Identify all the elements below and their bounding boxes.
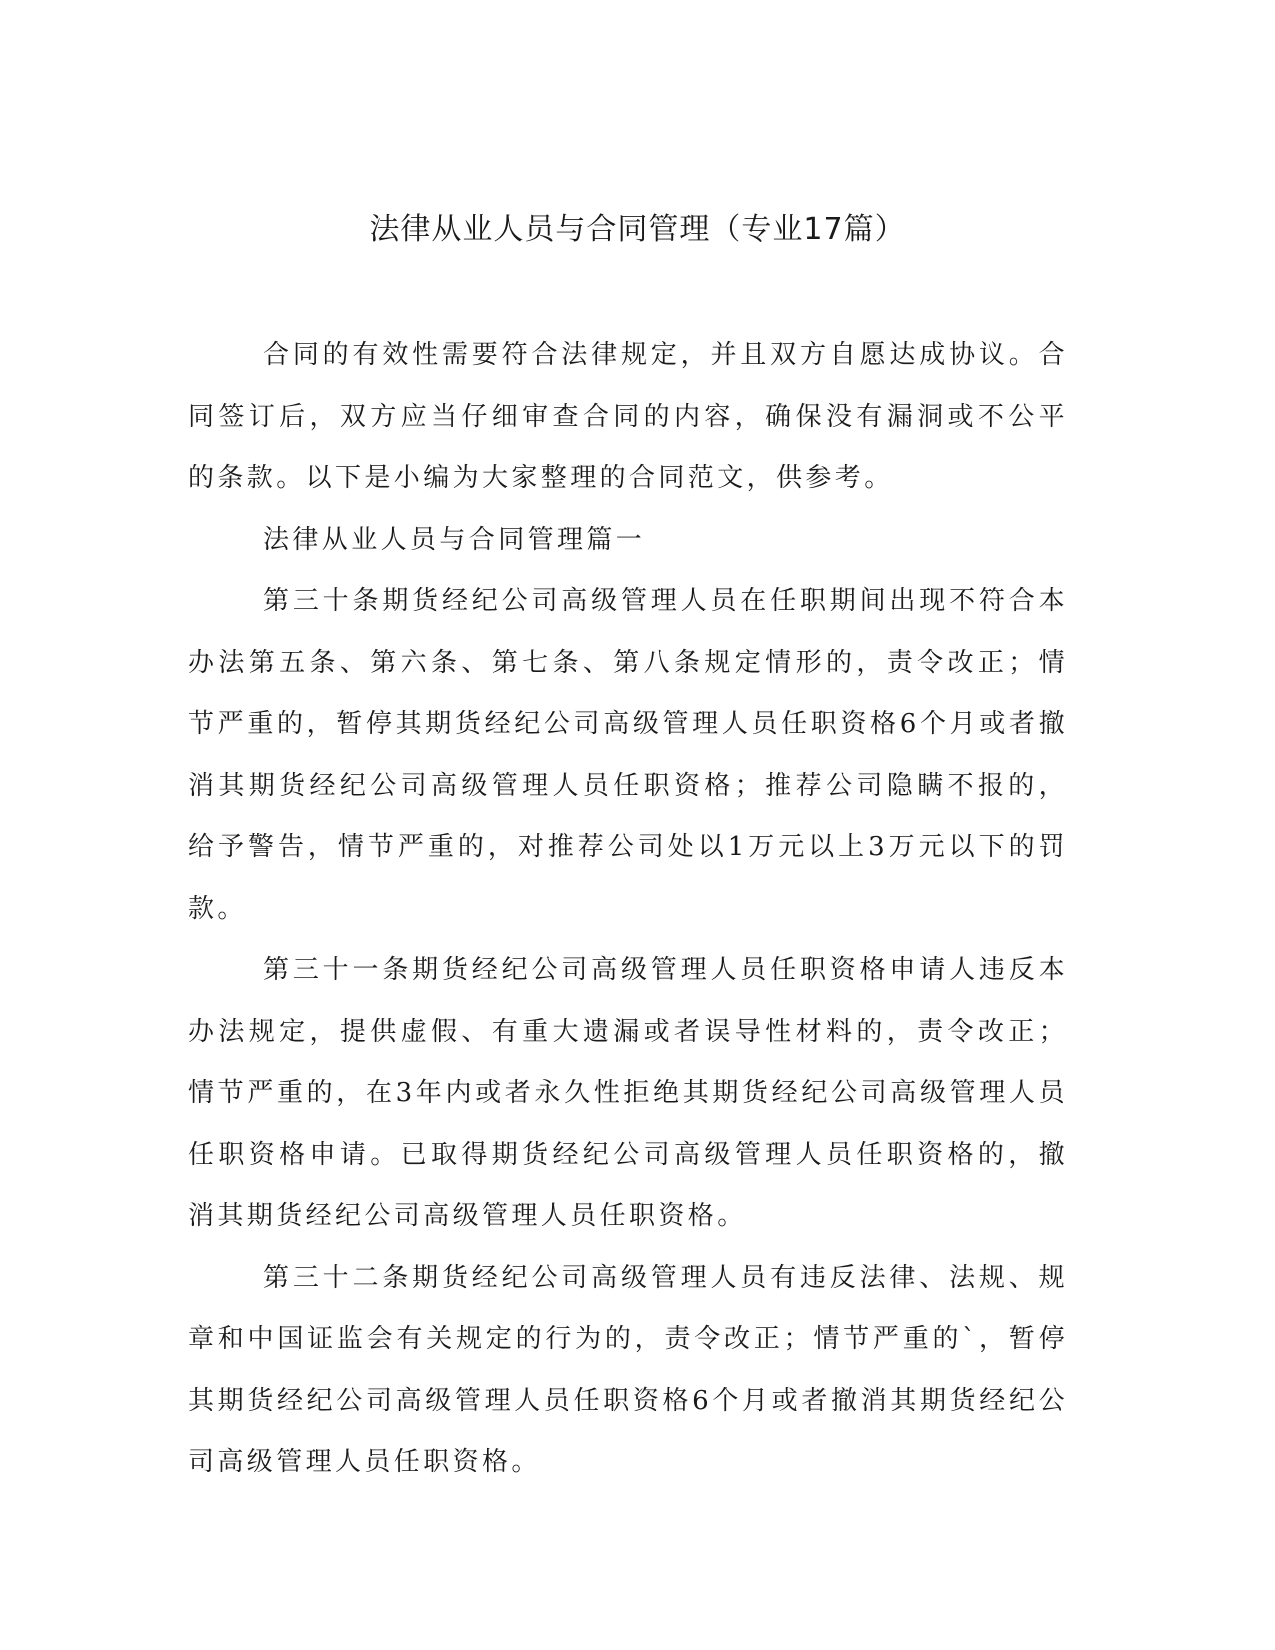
article-31-paragraph: 第三十一条期货经纪公司高级管理人员任职资格申请人违反本办法规定，提供虚假、有重大遗漏或者误导性材料的，责令改正；情节严重的，在3年内或者永久性拒绝其期货经纪公司高级管理人员任职资格申请。已取得期货经纪公司高级管理人员任职资格的，撤消其期货经纪公司高级管理人员任职资格。 <box>188 955 1068 1231</box>
article-30-paragraph: 第三十条期货经纪公司高级管理人员在任职期间出现不符合本办法第五条、第六条、第七条、第八条规定情形的，责令改正；情节严重的，暂停其期货经纪公司高级管理人员任职资格6个月或者撤消其期货经纪公司高级管理人员任职资格；推荐公司隐瞒不报的，给予警告，情节严重的，对推荐公司处以1万元以上3万元以下的罚款。 <box>188 586 1068 924</box>
article-32-paragraph: 第三十二条期货经纪公司高级管理人员有违反法律、法规、规章和中国证监会有关规定的行为的，责令改正；情节严重的`，暂停其期货经纪公司高级管理人员任职资格6个月或者撤消其期货经纪公司高级管理人员任职资格。 <box>188 1262 1068 1477</box>
intro-paragraph: 合同的有效性需要符合法律规定，并且双方自愿达成协议。合同签订后，双方应当仔细审查合同的内容，确保没有漏洞或不公平的条款。以下是小编为大家整理的合同范文，供参考。 <box>188 340 1068 493</box>
document-body <box>188 325 1068 1494</box>
section-heading: 法律从业人员与合同管理篇一 <box>263 524 646 555</box>
document-title: 法律从业人员与合同管理（专业17篇） <box>369 212 906 247</box>
